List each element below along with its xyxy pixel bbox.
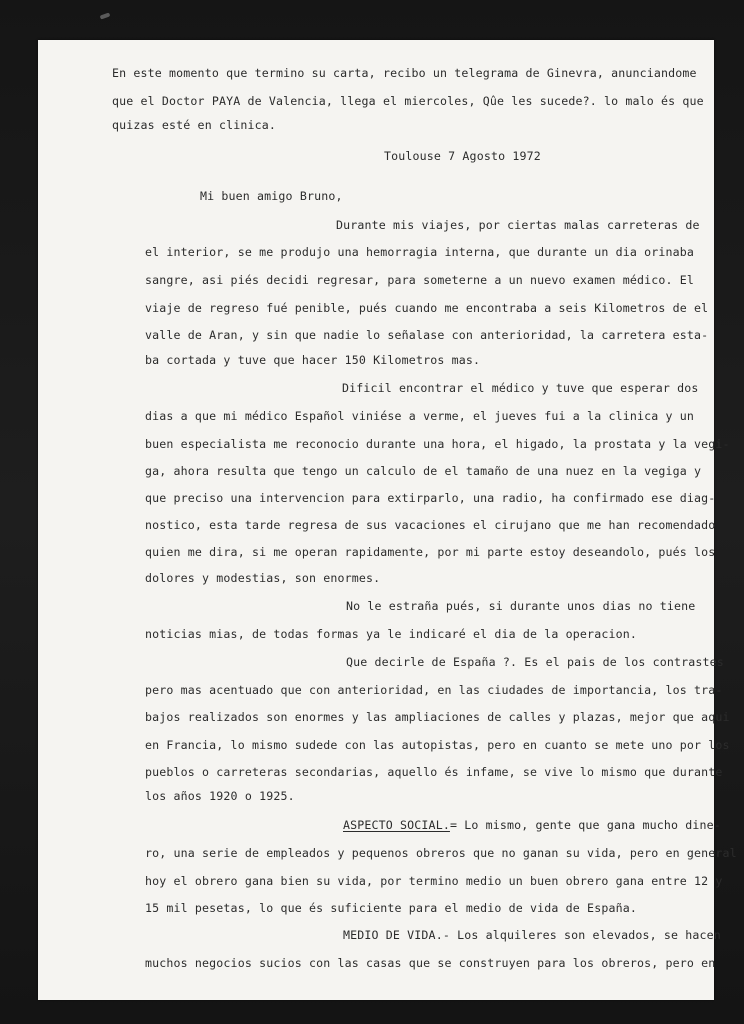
paragraph-line: pueblos o carreteras secondarias, aquello és infame, se vive lo mismo que durante [145,765,723,779]
paragraph-line: valle de Aran, y sin que nadie lo señalase con anterioridad, la carretera esta- [145,328,709,342]
salutation: Mi buen amigo Bruno, [200,189,343,203]
paragraph-line: ga, ahora resulta que tengo un calculo de el tamaño de una nuez en la vegiga y [145,464,702,478]
paragraph-line: bajos realizados son enormes y las ampliaciones de calles y plazas, mejor que aqui [145,710,730,724]
paragraph-line: 15 mil pesetas, lo que és suficiente para el medio de vida de España. [145,901,637,915]
paragraph-line: dias a que mi médico Español viniése a verme, el jueves fui a la clinica y un [145,409,695,423]
paragraph-line: que preciso una intervencion para extirparlo, una radio, ha confirmado ese diag- [145,491,716,505]
section-heading-line [343,818,721,832]
letter-page [38,40,737,1000]
paragraph-line: Que decirle de España ?. Es el pais de los contrastes [346,655,724,669]
paragraph-line: MEDIO DE VIDA.- Los alquileres son elevados, se hacen [343,928,721,942]
paragraph-line: el interior, se me produjo una hemorragia interna, que durante un dia orinaba [145,245,695,259]
paragraph-line: No le estraña pués, si durante unos dias no tiene [346,599,696,613]
paragraph-line: viaje de regreso fué penible, pués cuando me encontraba a seis Kilometros de el [145,301,709,315]
paragraph-line: ba cortada y tuve que hacer 150 Kilometros mas. [145,353,481,367]
paragraph-line: sangre, asi piés decidi regresar, para someterne a un nuevo examen médico. El [145,273,695,287]
paragraph-line: hoy el obrero gana bien su vida, por termino medio un buen obrero gana entre 12 y [145,874,723,888]
section-heading-continuation: = Lo mismo, gente que gana mucho dine- [449,818,721,832]
paragraph-line: pero mas acentuado que con anterioridad, en las ciudades de importancia, los tra- [145,683,723,697]
postscript-line: En este momento que termino su carta, recibo un telegrama de Ginevra, anunciandome [112,66,697,80]
section-heading: ASPECTO SOCIAL. [343,818,450,832]
dateline: Toulouse 7 Agosto 1972 [384,149,541,163]
paragraph-line: Dificil encontrar el médico y tuve que esperar dos [342,381,699,395]
paragraph-line: noticias mias, de todas formas ya le indicaré el dia de la operacion. [145,627,637,641]
paragraph-line: dolores y modestias, son enormes. [145,571,381,585]
paragraph-line: muchos negocios sucios con las casas que se construyen para los obreros, pero en [145,956,716,970]
paragraph-line: nostico, esta tarde regresa de sus vacaciones el cirujano que me han recomendado [145,518,716,532]
paragraph-line: quien me dira, si me operan rapidamente, por mi parte estoy deseandolo, pués los [145,545,716,559]
postscript-line: quizas esté en clinica. [112,118,276,132]
paragraph-line: los años 1920 o 1925. [145,789,295,803]
postscript-line: que el Doctor PAYA de Valencia, llega el miercoles, Qûe les sucede?. lo malo és que [112,94,704,108]
paragraph-line: ro, una serie de empleados y pequenos obreros que no ganan su vida, pero en general [145,846,737,860]
paragraph-line: buen especialista me reconocio durante una hora, el higado, la prostata y la vegi- [145,437,730,451]
paragraph-line: en Francia, lo mismo sudede con las autopistas, pero en cuanto se mete uno por los [145,738,730,752]
paragraph-line: Durante mis viajes, por ciertas malas carreteras de [336,218,700,232]
